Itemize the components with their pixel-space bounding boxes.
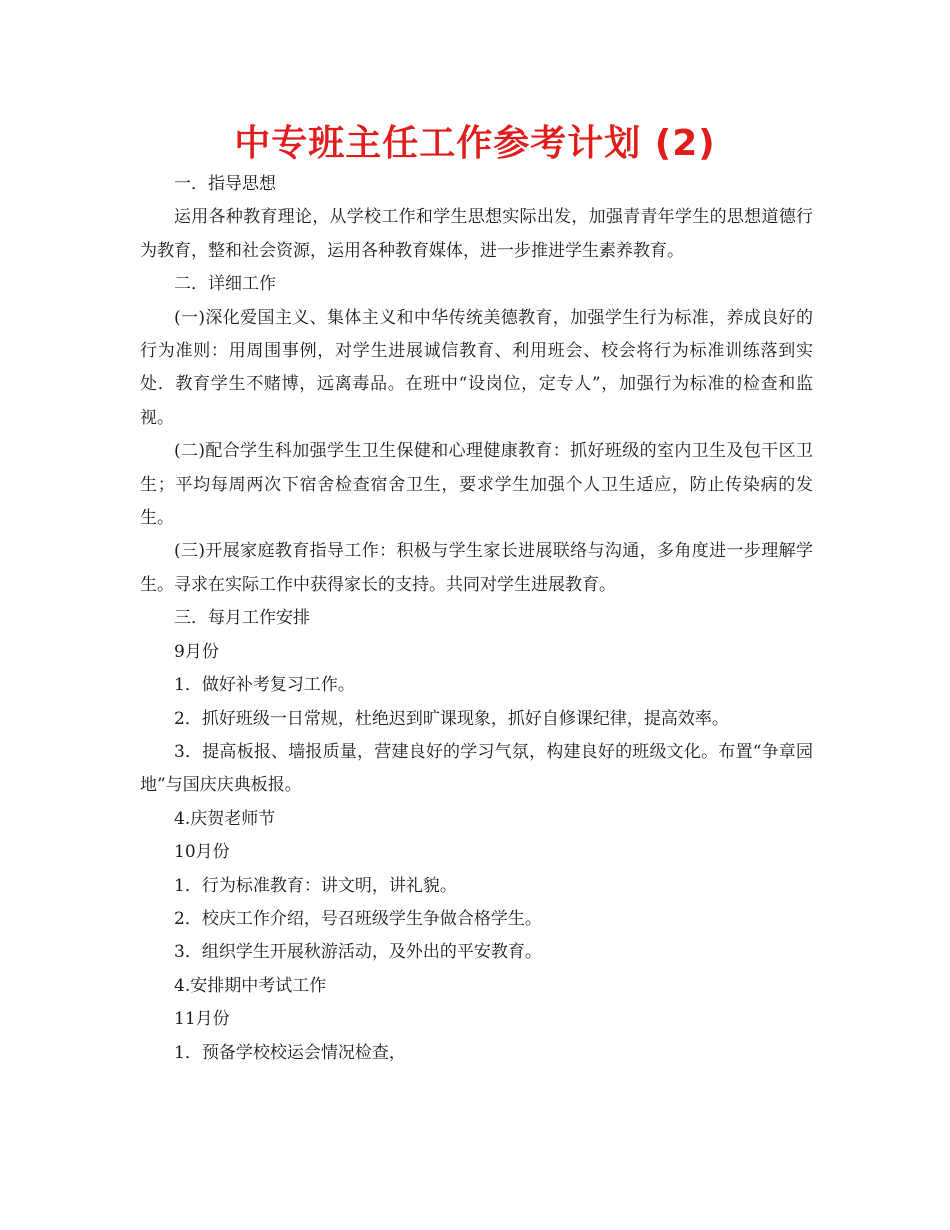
paragraph-guiding-thought: 运用各种教育理论，从学校工作和学生思想实际出发，加强青青年学生的思想道德行为教育，整和社会资源，运用各种教育媒体，进一步推进学生素养教育。 bbox=[140, 207, 813, 261]
list-item: 3．组织学生开展秋游活动，及外出的平安教育。 bbox=[174, 942, 542, 963]
list-item: 1．做好补考复习工作。 bbox=[174, 675, 355, 696]
section-heading-monthly-plan: 三．每月工作安排 bbox=[174, 608, 310, 629]
section-heading-detailed-work: 二．详细工作 bbox=[174, 274, 276, 295]
list-item: 3．提高板报、墙报质量，营建良好的学习气氛，构建良好的班级文化。布置“争章园地”与国庆庆典板报。 bbox=[140, 741, 813, 796]
list-item: 4.庆贺老师节 bbox=[174, 808, 276, 829]
month-heading-september: 9月份 bbox=[174, 641, 219, 662]
month-heading-october: 10月份 bbox=[174, 842, 230, 863]
list-item: 2．校庆工作介绍，号召班级学生争做合格学生。 bbox=[174, 908, 542, 929]
list-item: 4.安排期中考试工作 bbox=[174, 975, 327, 996]
document-title: 中专班主任工作参考计划 (2) bbox=[234, 123, 716, 164]
paragraph-work-item-2: (二)配合学生科加强学生卫生保健和心理健康教育：抓好班级的室内卫生及包干区卫生；平均每周两次下宿舍检查宿舍卫生，要求学生加强个人卫生适应，防止传染病的发生。 bbox=[140, 441, 813, 529]
section-heading-guiding-thought: 一．指导思想 bbox=[174, 174, 276, 194]
document-body bbox=[140, 168, 813, 1070]
list-item: 1．预备学校校运会情况检查， bbox=[174, 1042, 406, 1063]
month-heading-november: 11月份 bbox=[174, 1009, 230, 1030]
list-item: 1．行为标准教育：讲文明，讲礼貌。 bbox=[174, 875, 457, 896]
list-item: 2．抓好班级一日常规，杜绝迟到旷课现象，抓好自修课纪律，提高效率。 bbox=[174, 708, 729, 729]
paragraph-work-item-3: (三)开展家庭教育指导工作：积极与学生家长进展联络与沟通，多角度进一步理解学生。寻求在实际工作中获得家长的支持。共同对学生进展教育。 bbox=[140, 541, 813, 595]
paragraph-work-item-1: (一)深化爱国主义、集体主义和中华传统美德教育，加强学生行为标准，养成良好的行为准则：用周围事例，对学生进展诚信教育、利用班会、校会将行为标准训练落到实处．教育学生不赌博，远离毒品。在班中“设岗位，定专人”，加强行为标准的检查和监视。 bbox=[140, 307, 813, 428]
